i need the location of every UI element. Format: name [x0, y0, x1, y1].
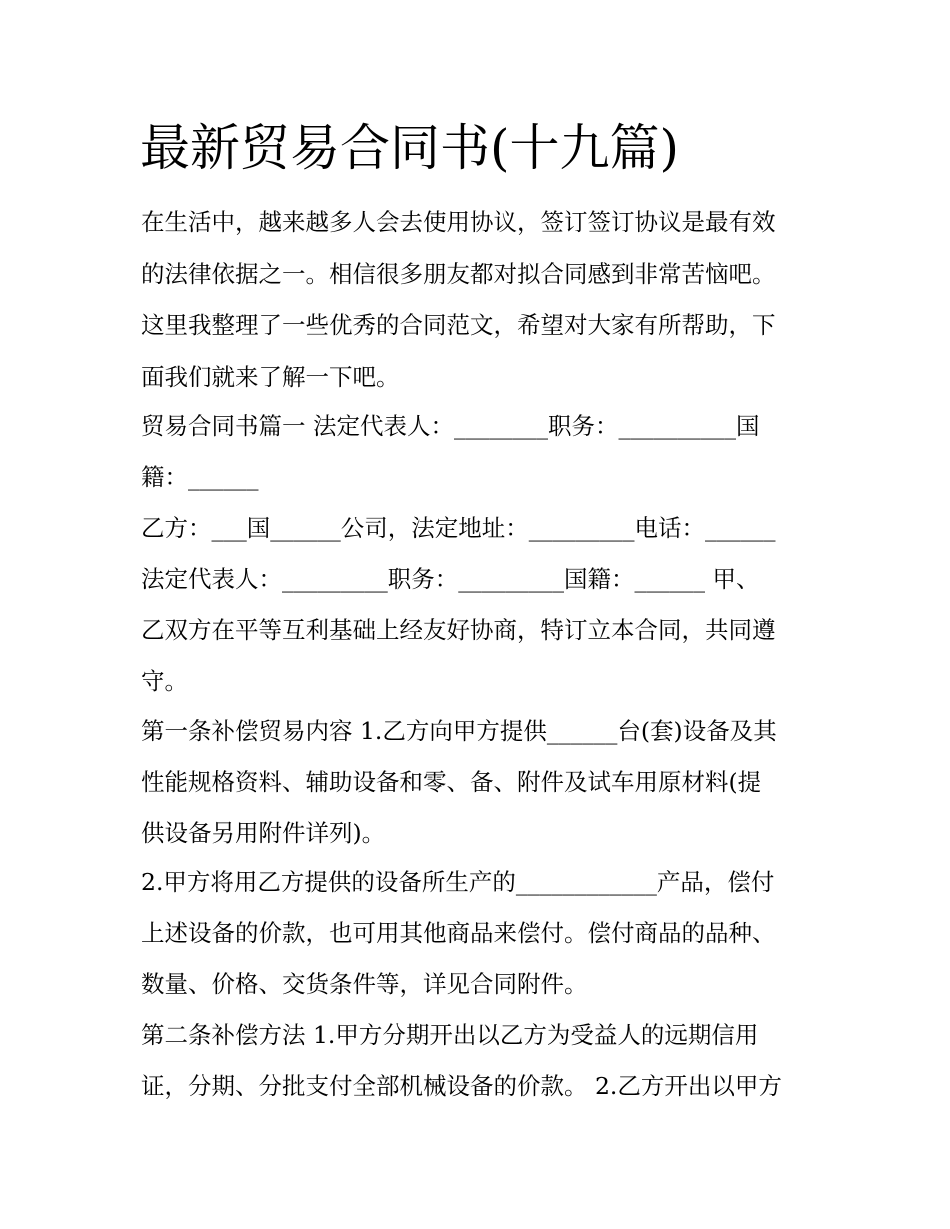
document-title: 最新贸易合同书(十九篇): [140, 119, 680, 177]
paragraph-line: 第一条补偿贸易内容 1.乙方向甲方提供______台(套)设备及其: [141, 717, 777, 745]
paragraph-line: 证，分期、分批支付全部机械设备的价款。 2.乙方开出以甲方: [141, 1072, 782, 1100]
paragraph-line: 数量、价格、交货条件等，详见合同附件。: [141, 970, 588, 998]
paragraph-line: 乙方：___国______公司，法定地址：_________电话：______: [141, 514, 776, 542]
paragraph-line: 供设备另用附件详列)。: [141, 819, 386, 847]
paragraph-line: 面我们就来了解一下吧。: [141, 363, 400, 391]
paragraph-line: 法定代表人：_________职务：_________国籍：______ 甲、: [141, 565, 760, 593]
paragraph-line: 贸易合同书篇一 法定代表人：________职务：__________国: [141, 412, 760, 440]
paragraph-line: 2.甲方将用乙方提供的设备所生产的____________产品，偿付: [141, 868, 775, 896]
paragraph-line: 在生活中，越来越多人会去使用协议，签订签订协议是最有效: [141, 208, 776, 236]
paragraph-line: 性能规格资料、辅助设备和零、备、附件及试车用原材料(提: [141, 768, 762, 796]
paragraph-line: 守。: [141, 667, 188, 695]
paragraph-line: 上述设备的价款，也可用其他商品来偿付。偿付商品的品种、: [141, 919, 776, 947]
paragraph-line: 的法律依据之一。相信很多朋友都对拟合同感到非常苦恼吧。: [141, 260, 776, 288]
paragraph-line: 籍：______: [141, 463, 259, 491]
paragraph-line: 第二条补偿方法 1.甲方分期开出以乙方为受益人的远期信用: [141, 1021, 759, 1049]
paragraph-line: 乙双方在平等互利基础上经友好协商，特订立本合同，共同遵: [141, 616, 776, 644]
paragraph-line: 这里我整理了一些优秀的合同范文，希望对大家有所帮助，下: [141, 311, 776, 339]
